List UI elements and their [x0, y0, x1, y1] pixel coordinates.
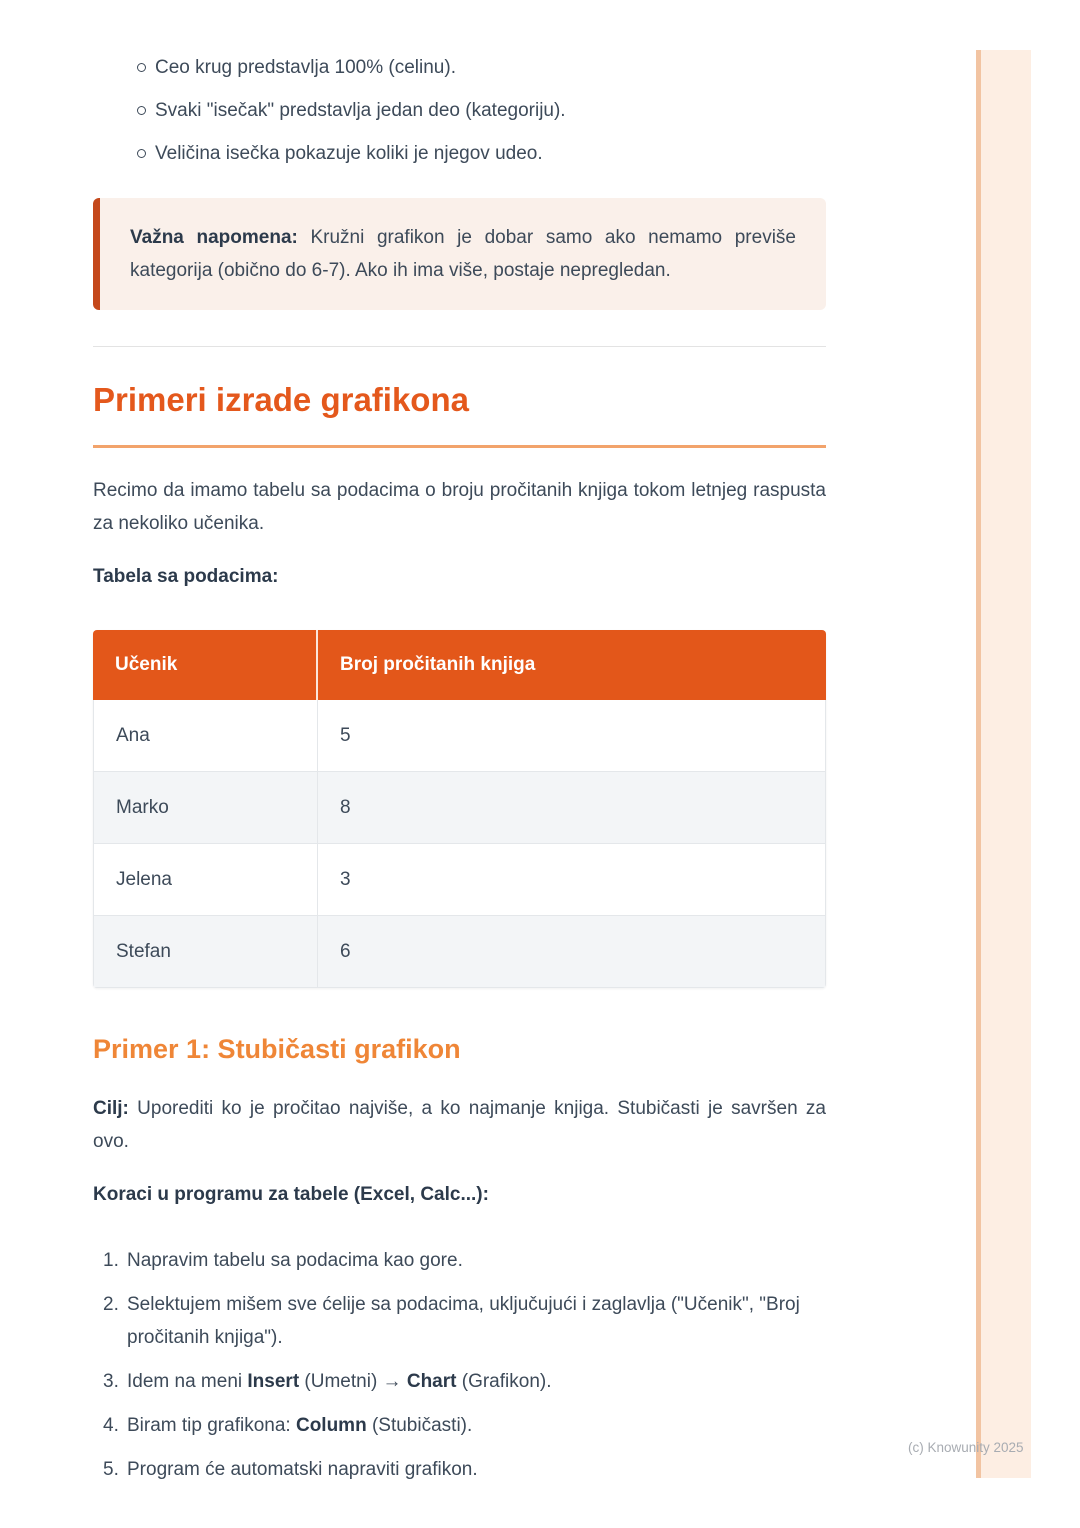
step-item [93, 1288, 826, 1354]
table-label: Tabela sa podacima: [93, 566, 279, 587]
table-cell: Marko [93, 772, 318, 844]
important-note-callout [93, 198, 826, 310]
table-cell: 8 [318, 772, 826, 844]
data-table-head [93, 630, 826, 700]
table-row [93, 844, 826, 916]
bullet-item: Ceo krug predstavlja 100% (celinu). [93, 55, 826, 81]
bullet-item: Veličina isečka pokazuje koliki je njegov udeo. [93, 141, 826, 167]
table-row [93, 916, 826, 988]
table-row [93, 700, 826, 772]
table-row [93, 772, 826, 844]
table-cell: Jelena [93, 844, 318, 916]
table-cell: 3 [318, 844, 826, 916]
step-text: Program će automatski napraviti grafikon. [127, 1459, 478, 1480]
step-item [93, 1409, 826, 1442]
step-text: (Grafikon). [456, 1371, 552, 1392]
goal-label: Cilj: [93, 1098, 129, 1119]
decorative-side-strip [976, 50, 1031, 1478]
footer-credit: (c) Knowunity 2025 [908, 1440, 1024, 1455]
step-item [93, 1453, 826, 1486]
section-intro-paragraph: Recimo da imamo tabelu sa podacima o broju pročitanih knjiga tokom letnjeg raspusta za nekoliko učenika. [93, 480, 826, 534]
document-content [93, 0, 826, 1497]
step-bold-text: Chart [406, 1371, 457, 1392]
table-header-cell: Učenik [93, 630, 318, 700]
step-text: Napravim tabelu sa podacima kao gore. [127, 1250, 463, 1271]
step-text: Biram tip grafikona: [127, 1415, 296, 1436]
steps-label: Koraci u programu za tabele (Excel, Calc...): [93, 1184, 489, 1205]
callout-text: Kružni grafikon je dobar samo ako nemamo previše kategorija (obično do 6-7). Ako ih ima više, postaje nepregledan. [130, 227, 796, 281]
data-table-header-row [93, 630, 826, 700]
goal-text: Uporediti ko je pročitao najviše, a ko najmanje knjiga. Stubičasti je savršen za ovo. [93, 1098, 826, 1152]
section-divider [93, 346, 826, 347]
section-title: Primeri izrade grafikona [93, 379, 826, 448]
table-header-cell: Broj pročitanih knjiga [318, 630, 826, 700]
data-table [93, 630, 826, 988]
bullet-item: Svaki "isečak" predstavlja jedan deo (kategoriju). [93, 98, 826, 124]
step-text: (Umetni) → [299, 1371, 407, 1392]
table-cell: 5 [318, 700, 826, 772]
example1-title: Primer 1: Stubičasti grafikon [93, 1034, 461, 1064]
step-item [93, 1244, 826, 1277]
step-text: (Stubičasti). [366, 1415, 473, 1436]
step-item [93, 1365, 826, 1398]
step-text: Selektujem mišem sve ćelije sa podacima, uključujući i zaglavlja ("Učenik", "Broj pročitanih knjiga"). [127, 1294, 800, 1348]
data-table-body [93, 700, 826, 988]
step-text: Idem na meni [127, 1371, 248, 1392]
table-cell: Stefan [93, 916, 318, 988]
table-cell: Ana [93, 700, 318, 772]
step-bold-text: Insert [247, 1371, 300, 1392]
step-bold-text: Column [295, 1415, 367, 1436]
callout-label: Važna napomena: [130, 227, 298, 248]
intro-bullet-list [93, 55, 826, 167]
table-cell: 6 [318, 916, 826, 988]
steps-list [93, 1244, 826, 1486]
goal-paragraph [93, 1092, 826, 1158]
